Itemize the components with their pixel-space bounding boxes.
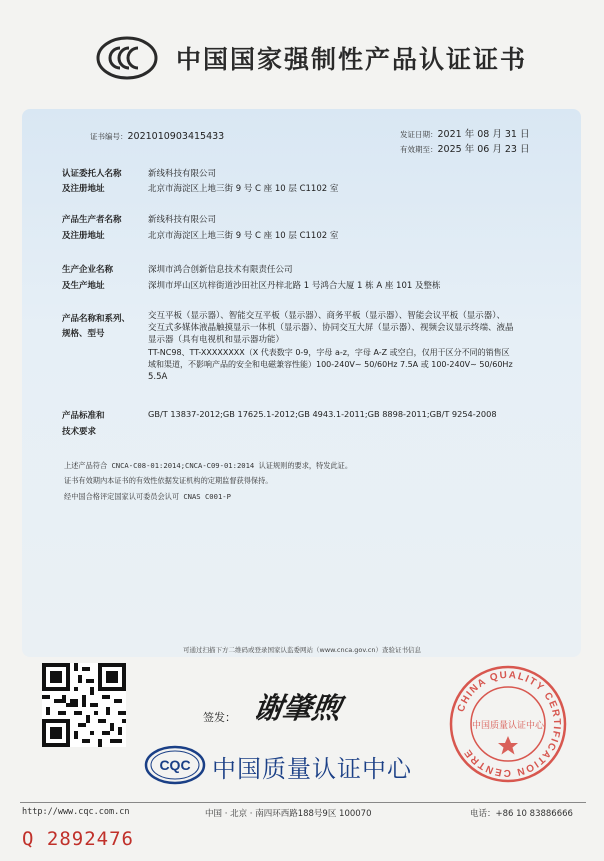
ccc-logo-icon [96, 36, 158, 80]
valid-date-row [400, 137, 529, 156]
cqc-name: 中国质量认证中心 [212, 755, 412, 783]
serial-number: Q 2892476 [22, 828, 134, 850]
signature-name: 谢肇煦 [251, 691, 344, 725]
statement-line-2: 证书有效期内本证书的有效性依据发证机构的定期监督获得保持。 [64, 476, 273, 485]
factory-name: 深圳市鸿合创新信息技术有限责任公司 [148, 265, 293, 275]
factory-label: 生产企业名称 [62, 265, 114, 275]
statement-line-1: 上述产品符合 CNCA-C08-01:2014;CNCA-C09-01:2014 认证规则的要求，特发此证。 [64, 461, 353, 470]
official-seal-icon [448, 664, 568, 784]
issue-date: 2021 年 08 月 31 日 [437, 129, 530, 140]
valid-date: 2025 年 06 月 23 日 [437, 144, 530, 155]
applicant-address-label: 及注册地址 [62, 184, 105, 194]
applicant-name: 新线科技有限公司 [148, 169, 217, 179]
footer-address: 中国 · 北京 · 南四环西路188号9区 100070 [205, 809, 372, 819]
standard-label-2: 技术要求 [62, 427, 97, 437]
standard-label-1: 产品标准和 [62, 411, 105, 421]
product-line-5: 域和渠道，不影响产品的安全和电磁兼容性能）100-240V~ 50/60Hz 7.5A 或 100-240V~ 50/60Hz [148, 359, 513, 369]
producer-address: 北京市海淀区上地三街 9 号 C 座 10 层 C1102 室 [148, 231, 339, 241]
applicant-address: 北京市海淀区上地三街 9 号 C 座 10 层 C1102 室 [148, 184, 339, 194]
qr-code-icon[interactable] [42, 663, 126, 747]
product-line-1: 交互平板（显示器）、智能交互平板（显示器）、商务平板（显示器）、智能会议平板（显示器）、 [148, 311, 506, 321]
product-line-2: 交互式多媒体液晶触摸显示一体机（显示器）、协同交互大屏（显示器）、视频会议显示终端、液晶 [148, 323, 514, 334]
cert-number-row [90, 124, 224, 143]
certificate-title: 中国国家强制性产品认证证书 [176, 45, 528, 74]
verify-note: 可通过扫描下方二维码或登录国家认监委网站（www.cnca.gov.cn）查验证书信息 [183, 646, 421, 654]
statement-line-3: 经中国合格评定国家认可委员会认可 CNAS C001-P [64, 492, 231, 501]
product-line-4: TT-NC98、TT-XXXXXXXX（X 代表数字 0-9，字母 a-z，字母 A-Z 或空白，仅用于区分不同的销售区 [148, 347, 510, 357]
issue-date-label: 发证日期： [400, 130, 438, 139]
cqc-logo-icon [144, 745, 206, 785]
footer-divider [20, 802, 586, 803]
footer-phone: 电话：+86 10 83886666 [470, 809, 573, 819]
signature-label: 签发： [203, 711, 236, 724]
cert-number: 2021010903415433 [127, 131, 225, 142]
seal-outer-text: CHINA QUALITY CERTIFICATION CENTRE [455, 669, 563, 779]
factory-address: 深圳市坪山区坑梓街道沙田社区丹梓北路 1 号鸿合大厦 1 栋 A 座 101 及整栋 [148, 281, 441, 291]
seal-star-icon [498, 736, 518, 755]
product-line-3: 显示器（具有电视机和显示器功能） [148, 335, 285, 346]
footer-website[interactable]: http://www.cqc.com.cn [22, 807, 130, 817]
factory-address-label: 及生产地址 [62, 281, 105, 291]
product-line-6: 5.5A [148, 372, 168, 383]
standard-values: GB/T 13837-2012;GB 17625.1-2012;GB 4943.1-2011;GB 8898-2011;GB/T 9254-2008 [148, 409, 497, 419]
product-label-2: 规格、型号 [62, 329, 105, 339]
certificate-header [0, 30, 604, 86]
applicant-label: 认证委托人名称 [62, 169, 122, 179]
cqc-logo-text: CQC [159, 757, 191, 773]
product-label-1: 产品名称和系列、 [62, 314, 131, 324]
cert-number-label: 证书编号： [90, 132, 128, 141]
producer-name: 新线科技有限公司 [148, 215, 217, 225]
product-description [148, 310, 566, 383]
producer-label: 产品生产者名称 [62, 215, 122, 225]
seal-inner-text: 中国质量认证中心 [471, 721, 545, 731]
producer-address-label: 及注册地址 [62, 231, 105, 241]
valid-date-label: 有效期至： [400, 145, 438, 154]
